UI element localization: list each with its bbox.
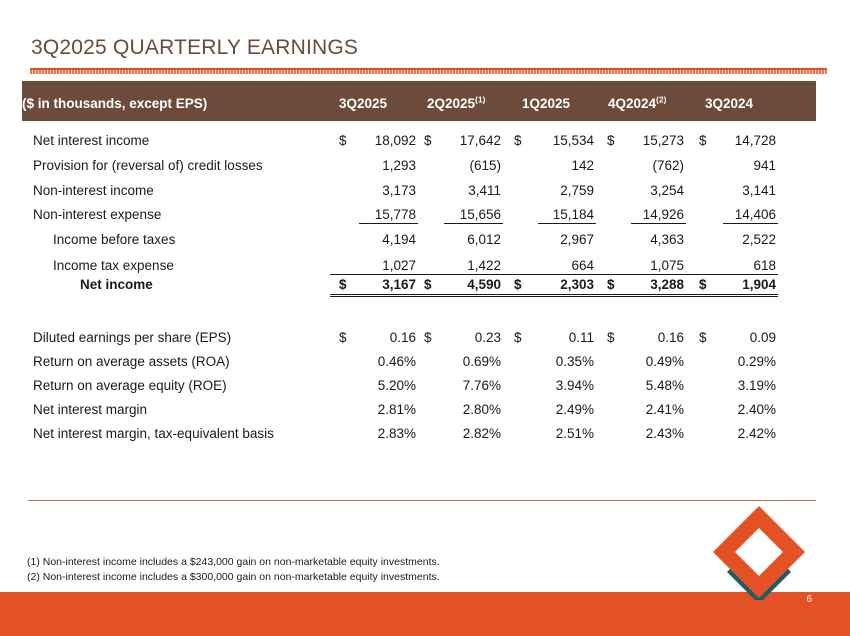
total-double-underline	[416, 294, 503, 297]
subtotal-underline	[538, 223, 596, 224]
currency-symbol: $	[699, 330, 707, 345]
cell-3q2025: 18,092	[374, 133, 416, 148]
cell-2q2025: 0.69%	[462, 354, 501, 369]
header-col-1q2025: 1Q2025	[522, 96, 571, 111]
cell-3q2024: 618	[753, 258, 776, 273]
row-label: Return on average assets (ROA)	[33, 354, 230, 369]
subtotal-underline	[444, 223, 503, 224]
currency-symbol: $	[607, 277, 615, 292]
row-label: Net interest margin	[33, 402, 148, 417]
row-label: Provision for (reversal of) credit losses	[33, 158, 263, 173]
row-label: Net interest margin, tax-equivalent basis	[33, 426, 274, 441]
cell-1q2025: 142	[571, 158, 594, 173]
cell-2q2025: 2.82%	[462, 426, 501, 441]
cell-2q2025: (615)	[469, 158, 501, 173]
subtotal-underline	[359, 223, 418, 224]
cell-1q2025: 2,303	[560, 277, 594, 292]
cell-4q2024: 4,363	[650, 232, 684, 247]
cell-3q2024: 2,522	[742, 232, 776, 247]
row-label: Net interest income	[33, 133, 150, 148]
cell-4q2024: 1,075	[650, 258, 684, 273]
footnote-1: (1) Non-interest income includes a $243,000 gain on non-marketable equity investments.	[27, 556, 440, 568]
table-row-income-before-taxes	[0, 232, 850, 250]
cell-3q2024: 3,141	[742, 183, 776, 198]
footnote-2: (2) Non-interest income includes a $300,000 gain on non-marketable equity investments.	[27, 571, 440, 583]
subtotal-underline	[330, 274, 418, 275]
currency-symbol: $	[607, 330, 615, 345]
cell-3q2024: 941	[753, 158, 776, 173]
row-label: Non-interest income	[33, 183, 154, 198]
cell-3q2024: 1,904	[742, 277, 776, 292]
cell-4q2024: (762)	[652, 158, 684, 173]
cell-4q2024: 5.48%	[645, 378, 684, 393]
footer-divider	[28, 500, 816, 501]
currency-symbol: $	[699, 133, 707, 148]
row-label: Diluted earnings per share (EPS)	[33, 330, 232, 345]
currency-symbol: $	[514, 133, 522, 148]
total-double-underline	[684, 294, 778, 297]
cell-3q2024: 14,728	[734, 133, 776, 148]
table-row-roe	[0, 378, 850, 396]
cell-4q2024: 0.49%	[645, 354, 684, 369]
cell-3q2025: 15,778	[374, 207, 416, 222]
table-row-non-interest-income	[0, 183, 850, 201]
row-label: Net income	[80, 277, 153, 292]
table-row-net-interest-income	[0, 133, 850, 151]
header-units-label: ($ in thousands, except EPS)	[22, 96, 208, 111]
row-label: Income tax expense	[53, 258, 174, 273]
cell-3q2025: 1,293	[382, 158, 416, 173]
table-header-band	[22, 81, 816, 121]
cell-1q2025: 2.49%	[555, 402, 594, 417]
cell-3q2024: 0.09	[749, 330, 776, 345]
cell-2q2025: 0.23	[474, 330, 501, 345]
currency-symbol: $	[339, 277, 347, 292]
cell-4q2024: 2.43%	[645, 426, 684, 441]
total-double-underline	[330, 294, 418, 297]
currency-symbol: $	[514, 277, 522, 292]
currency-symbol: $	[339, 330, 347, 345]
cell-3q2024: 3.19%	[737, 378, 776, 393]
table-row-roa	[0, 354, 850, 372]
cell-3q2025: 2.81%	[377, 402, 416, 417]
cell-2q2025: 1,422	[467, 258, 501, 273]
cell-1q2025: 2.51%	[555, 426, 594, 441]
cell-1q2025: 0.35%	[555, 354, 594, 369]
subtotal-underline	[723, 223, 778, 224]
header-col-3q2024: 3Q2024	[705, 96, 754, 111]
cell-4q2024: 3,288	[650, 277, 684, 292]
table-row-provision-credit-losses	[0, 158, 850, 176]
currency-symbol: $	[514, 330, 522, 345]
currency-symbol: $	[339, 133, 347, 148]
currency-symbol: $	[424, 277, 432, 292]
cell-3q2025: 5.20%	[377, 378, 416, 393]
subtotal-underline	[503, 274, 596, 275]
cell-4q2024: 2.41%	[645, 402, 684, 417]
cell-4q2024: 15,273	[642, 133, 684, 148]
cell-2q2025: 3,411	[468, 183, 501, 198]
row-label: Income before taxes	[53, 232, 176, 247]
cell-4q2024: 3,254	[650, 183, 684, 198]
cell-1q2025: 15,534	[552, 133, 594, 148]
cell-3q2025: 4,194	[382, 232, 416, 247]
table-row-net-income	[0, 277, 850, 295]
subtotal-underline	[594, 274, 686, 275]
cell-4q2024: 14,926	[642, 207, 684, 222]
cell-1q2025: 15,184	[552, 207, 594, 222]
cell-1q2025: 664	[571, 258, 594, 273]
header-col-3q2025: 3Q2025	[339, 96, 388, 111]
subtotal-underline	[631, 223, 686, 224]
cell-3q2025: 3,167	[382, 277, 416, 292]
cell-2q2025: 6,012	[467, 232, 501, 247]
company-logo	[706, 500, 826, 600]
cell-2q2025: 7.76%	[462, 378, 501, 393]
header-col-4q2024: 4Q2024$^{(2)}$	[608, 94, 667, 111]
cell-3q2025: 3,173	[382, 183, 416, 198]
cell-2q2025: 17,642	[459, 133, 501, 148]
subtotal-underline	[416, 274, 503, 275]
cell-1q2025: 0.11	[568, 330, 594, 345]
cell-2q2025: 2.80%	[462, 402, 501, 417]
currency-symbol: $	[699, 277, 707, 292]
cell-1q2025: 2,967	[560, 232, 594, 247]
cell-3q2025: 0.46%	[377, 354, 416, 369]
table-row-nim-tax-equivalent	[0, 426, 850, 444]
cell-3q2025: 1,027	[382, 258, 416, 273]
cell-3q2024: 2.40%	[737, 402, 776, 417]
cell-3q2025: 0.16	[389, 330, 416, 345]
total-double-underline	[503, 294, 596, 297]
page-title: 3Q2025 QUARTERLY EARNINGS	[31, 36, 359, 59]
cell-4q2024: 0.16	[657, 330, 684, 345]
currency-symbol: $	[424, 330, 432, 345]
table-row-income-tax-expense	[0, 258, 850, 276]
header-col-2q2025: 2Q2025$^{(1)}$	[427, 94, 486, 111]
cell-3q2024: 0.29%	[737, 354, 776, 369]
page-number: 6	[806, 594, 812, 605]
currency-symbol: $	[424, 133, 432, 148]
title-divider	[30, 68, 827, 74]
table-row-net-interest-margin	[0, 402, 850, 420]
cell-3q2024: 14,406	[734, 207, 776, 222]
total-double-underline	[594, 294, 686, 297]
subtotal-underline	[684, 274, 778, 275]
table-row-diluted-eps	[0, 330, 850, 348]
cell-3q2024: 2.42%	[737, 426, 776, 441]
currency-symbol: $	[607, 133, 615, 148]
cell-2q2025: 15,656	[459, 207, 501, 222]
cell-1q2025: 2,759	[560, 183, 594, 198]
row-label: Return on average equity (ROE)	[33, 378, 227, 393]
cell-1q2025: 3.94%	[555, 378, 594, 393]
cell-2q2025: 4,590	[467, 277, 501, 292]
table-row-non-interest-expense	[0, 207, 850, 225]
row-label: Non-interest expense	[33, 207, 162, 222]
cell-3q2025: 2.83%	[377, 426, 416, 441]
